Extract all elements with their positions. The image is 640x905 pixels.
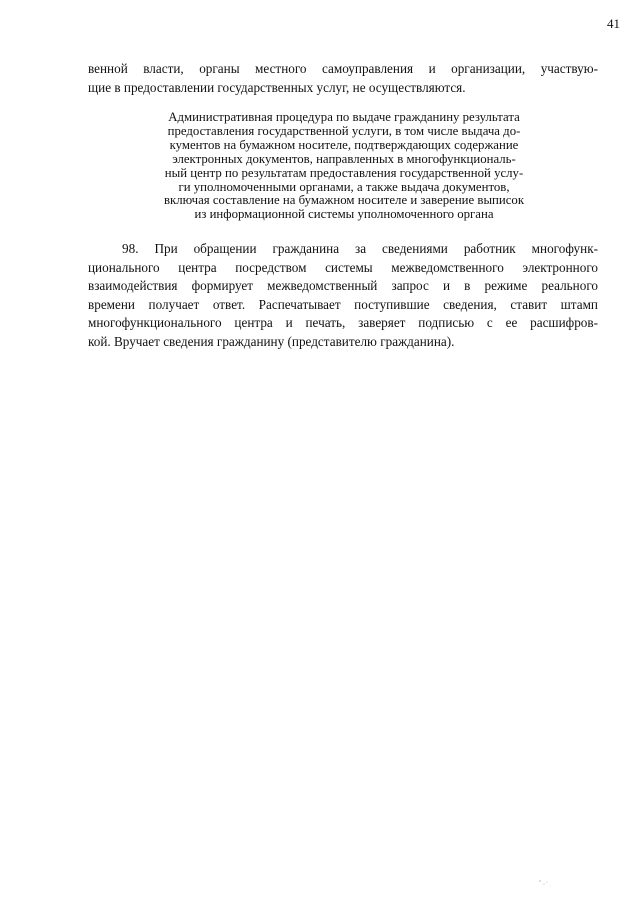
heading-line: из информационной системы уполномоченного органа bbox=[194, 207, 494, 222]
paragraph-line: щие в предоставлении государственных услуг, не осуществляются. bbox=[88, 79, 466, 95]
scan-artifact-mark bbox=[538, 878, 552, 888]
paragraph-line: кой. Вручает сведения гражданину (представителю гражданина). bbox=[88, 333, 455, 349]
heading-line: кументов на бумажном носителе, подтверждающих содержание bbox=[169, 137, 519, 152]
paragraph-98 bbox=[88, 240, 598, 351]
paragraph-line: ционального центра посредством системы межведомственного электронного bbox=[88, 259, 598, 275]
paragraph-line: времени получает ответ. Распечатывает поступившие сведения, ставит штамп bbox=[88, 296, 598, 312]
page-number: 41 bbox=[607, 16, 620, 31]
heading-line: Административная процедура по выдаче гражданину результата bbox=[168, 110, 520, 124]
paragraph-line: взаимодействия формирует межведомственный запрос и в режиме реального bbox=[88, 278, 598, 293]
heading-line: включая составление на бумажном носителе и заверение выписок bbox=[163, 193, 525, 208]
heading-line: ги уполномоченными органами, а также выдача документов, bbox=[178, 179, 510, 194]
paragraph-line: 98. При обращении гражданина за сведениями работник многофунк- bbox=[122, 241, 598, 256]
paragraph-line: многофункционального центра и печать, заверяет подписью с ее расшифров- bbox=[88, 315, 598, 330]
section-heading bbox=[110, 111, 578, 222]
heading-line: ный центр по результатам предоставления государственной услу- bbox=[164, 165, 524, 180]
heading-line: предоставления государственной услуги, в том числе выдача до- bbox=[167, 123, 521, 138]
heading-line: электронных документов, направленных в многофункциональ- bbox=[172, 151, 516, 166]
continuation-paragraph bbox=[88, 60, 598, 97]
paragraph-line: венной власти, органы местного самоуправления и организации, участвую- bbox=[88, 61, 598, 76]
